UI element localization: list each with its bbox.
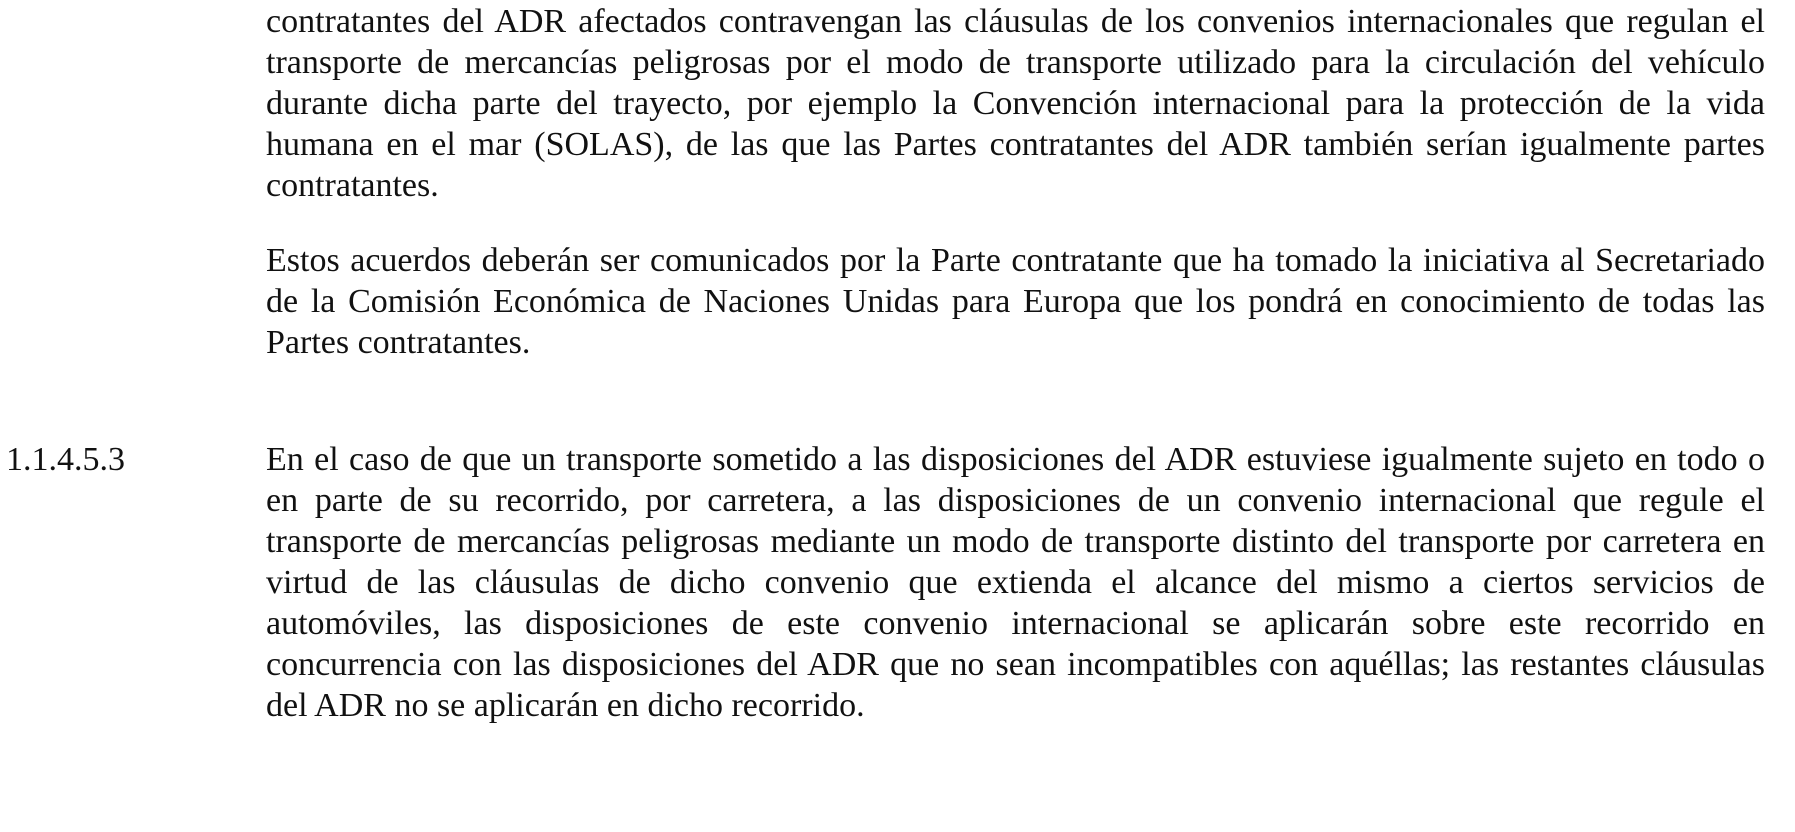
paragraph-communication: Estos acuerdos deberán ser comunicados por la Parte contratante que ha tomado la iniciativa al Secretariado de la Comisión Económica de Naciones Unidas para Europa que los pondrá en conocimiento de todas las Partes contratantes. (266, 242, 1765, 361)
section-number: 1.1.4.5.3 (6, 441, 125, 478)
paragraph-continuation: contratantes del ADR afectados contravengan las cláusulas de los convenios internacionales que regulan el transporte de mercancías peligrosas por el modo de transporte utilizado para la circulación del vehículo durante dicha parte del trayecto, por ejemplo la Convención internacional para la protección de la vida humana en el mar (SOLAS), de las que las Partes contratantes del ADR también serían igualmente partes contratantes. (266, 3, 1765, 204)
section-paragraph: En el caso de que un transporte sometido a las disposiciones del ADR estuviese igualmente sujeto en todo o en parte de su recorrido, por carretera, a las disposiciones de un convenio internacional que regule el transporte de mercancías peligrosas mediante un modo de transporte distinto del transporte por carretera en virtud de las cláusulas de dicho convenio que extienda el alcance del mismo a ciertos servicios de automóviles, las disposiciones de este convenio internacional se aplicarán sobre este recorrido en concurrencia con las disposiciones del ADR que no sean incompatibles con aquéllas; las restantes cláusulas del ADR no se aplicarán en dicho recorrido. (266, 441, 1765, 724)
